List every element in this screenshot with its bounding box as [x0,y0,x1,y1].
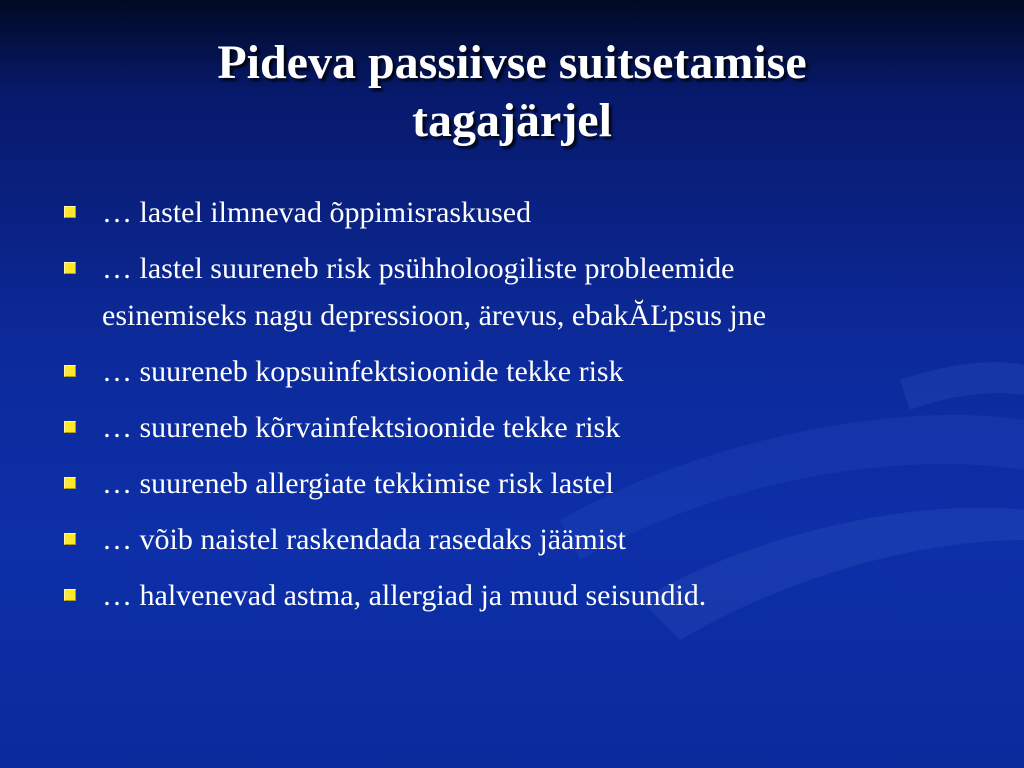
bullet-item [62,245,962,339]
bullet-text: … suureneb kõrvainfektsioonide tekke risk [102,411,621,444]
bullet-text: … võib naistel raskendada rasedaks jäämist [102,523,627,556]
slide-title-line-1: Pideva passiivse suitsetamise [217,36,807,89]
square-bullet-icon [64,533,76,545]
bullet-list [62,189,962,628]
slide-title-line-2: tagajärjel [412,94,612,147]
square-bullet-icon [64,477,76,489]
bullet-item [62,404,962,451]
slide-title [60,34,964,150]
bullet-item [62,516,962,563]
square-bullet-icon [64,262,76,274]
bullet-item [62,572,962,619]
bullet-text: … suureneb allergiate tekkimise risk lastel [102,467,614,500]
bullet-item [62,189,962,236]
bullet-text-continuation: esinemiseks nagu depressioon, ärevus, ebakĂĽpsus jne [102,299,767,332]
square-bullet-icon [64,589,76,601]
bullet-item [62,348,962,395]
square-bullet-icon [64,365,76,377]
bullet-text: … lastel suureneb risk psühholoogiliste probleemide [102,252,735,285]
bullet-text: … halvenevad astma, allergiad ja muud seisundid. [102,579,707,612]
bullet-text: … lastel ilmnevad õppimisraskused [102,196,532,229]
bullet-item [62,460,962,507]
square-bullet-icon [64,206,76,218]
bullet-text: … suureneb kopsuinfektsioonide tekke risk [102,355,624,388]
square-bullet-icon [64,421,76,433]
